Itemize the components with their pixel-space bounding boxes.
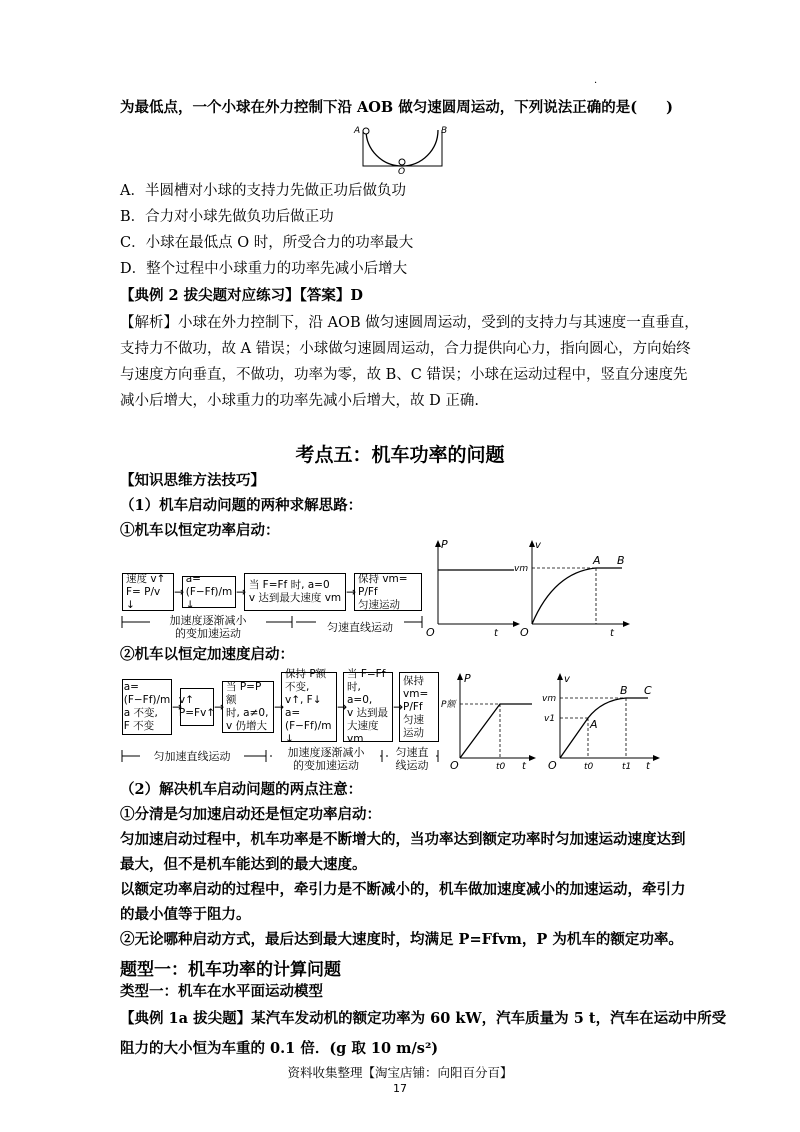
graph1-v-t xyxy=(514,538,634,638)
ball-o xyxy=(399,159,405,165)
flow2-span-3: 匀速直 线运动 xyxy=(388,746,436,772)
graph2-p-ylabel: P xyxy=(464,672,471,685)
note1-title: ①分清是匀加速启动还是恒定功率启动： xyxy=(120,806,381,823)
graph2-v-ylabel: v xyxy=(564,674,570,685)
page-number: 17 xyxy=(393,1082,407,1095)
graph1-p-t xyxy=(424,538,524,638)
graph2-v-t xyxy=(540,670,666,772)
graph2-v-t1: t1 xyxy=(622,762,632,772)
note1-line-3: 以额定功率启动的过程中，牵引力是不断减小的，机车做加速度减小的加速运动，牵引力 xyxy=(120,881,686,898)
graph2-v-point-a: A xyxy=(590,718,598,731)
sub1-title: （1）机车启动问题的两种求解思路： xyxy=(120,497,363,514)
analysis-line-2: 支持力不做功，故 A 错误；小球做匀速圆周运动，合力提供向心力，指向圆心，方向始终 xyxy=(120,341,691,357)
graph2-p-t0: t0 xyxy=(496,762,506,772)
section-title: 考点五：机车功率的问题 xyxy=(295,444,505,466)
graph2-v-xlabel: t xyxy=(646,761,650,772)
semicircle-figure xyxy=(352,122,452,174)
flow1-arrow-2: → xyxy=(236,585,247,599)
graph1-v-origin: O xyxy=(520,626,529,638)
graph2-p-origin: O xyxy=(450,759,459,772)
question-intro: 为最低点，一个小球在外力控制下沿 AOB 做匀速圆周运动，下列说法正确的是( ) xyxy=(120,99,673,116)
decorative-dot: · xyxy=(594,78,598,89)
graph2-p-t xyxy=(440,670,540,772)
sub2-title: （2）解决机车启动问题的两点注意： xyxy=(120,781,363,798)
flow2-arrow-5: → xyxy=(393,700,404,714)
footer-text: 资料收集整理【淘宝店铺：向阳百分百】 xyxy=(287,1065,513,1080)
flow2-arrow-2: → xyxy=(214,700,225,714)
flow2-box-1: a= (F−Ff)/m a 不变, F 不变 xyxy=(122,679,172,735)
label-o: O xyxy=(398,167,406,174)
flow1-arrow-3: → xyxy=(346,585,357,599)
graph1-v-point-b: B xyxy=(617,554,625,567)
graph1-v-vm: vm xyxy=(514,564,529,574)
analysis-line-3: 与速度方向垂直，不做功，功率为零，故 B、C 错误；小球在运动过程中，竖直分速度先 xyxy=(120,367,688,383)
ball-a xyxy=(363,128,369,134)
flow2-box-5: 当 F=Ff 时, a=0, v 达到最 大速度 vm xyxy=(343,672,393,742)
type1-title: 类型一：机车在水平面运动模型 xyxy=(120,983,323,1000)
option-c: C．小球在最低点 O 时，所受合力的功率最大 xyxy=(120,235,414,251)
graph2-v-v1: v1 xyxy=(544,714,556,724)
topic1-title: 题型一：机车功率的计算问题 xyxy=(120,960,341,980)
graph2-v-point-c: C xyxy=(644,684,652,697)
flow2-span-2: 加速度逐渐减小 的变加速运动 xyxy=(272,746,380,772)
answer-line: 【典例 2 拔尖题对应练习】【答案】D xyxy=(120,287,364,304)
graph1-p-ylabel: P xyxy=(441,538,448,551)
flow2-box-3: 当 P=P额 时, a≠0, v 仍增大 xyxy=(222,681,274,733)
analysis-line-1: 【解析】小球在外力控制下，沿 AOB 做匀速圆周运动，受到的支持力与其速度一直垂直， xyxy=(120,315,699,331)
graph1-p-origin: O xyxy=(426,626,435,638)
note1-line-4: 的最小值等于阻力。 xyxy=(120,906,251,923)
option-a: A．半圆槽对小球的支持力先做正功后做负功 xyxy=(120,183,406,199)
case1-title: ①机车以恒定功率启动： xyxy=(120,522,280,539)
flow1-box-3: 当 F=Ff 时, a=0 v 达到最大速度 vm xyxy=(244,573,346,611)
option-d: D．整个过程中小球重力的功率先减小后增大 xyxy=(120,261,408,277)
flow2-box-2: v↑ P=Fv↑ xyxy=(180,688,214,726)
flow2-box-4: 保持 P额 不变, v↑, F↓ a= (F−Ff)/m ↓ xyxy=(281,672,337,742)
flow1-span-1: 加速度逐渐减小 的变加速运动 xyxy=(150,614,266,640)
flow1-box-2: a= (F−Ff)/m ↓ xyxy=(182,576,236,608)
flow2-arrow-4: → xyxy=(337,700,348,714)
knowledge-title: 【知识思维方法技巧】 xyxy=(120,472,265,489)
graph2-v-t0: t0 xyxy=(584,762,594,772)
flow2-span-1: 匀加速直线运动 xyxy=(140,750,244,763)
flow1-arrow-1: → xyxy=(174,585,185,599)
graph2-v-vm: vm xyxy=(542,694,557,704)
flow2-arrow-1: → xyxy=(172,700,183,714)
flow1-box-1: 速度 v↑ F= P/v ↓ xyxy=(122,573,174,611)
flow2-arrow-3: → xyxy=(274,700,285,714)
graph2-p-xlabel: t xyxy=(522,761,526,772)
flow1-span-2: 匀速直线运动 xyxy=(316,621,404,634)
graph2-v-point-b: B xyxy=(620,684,628,697)
note1-line-2: 最大，但不是机车能达到的最大速度。 xyxy=(120,856,367,873)
label-b: B xyxy=(441,126,448,136)
graph1-v-xlabel: t xyxy=(610,628,614,638)
analysis-line-4: 减小后增大，小球重力的功率先减小后增大，故 D 正确. xyxy=(120,393,479,409)
graph1-p-xlabel: t xyxy=(494,628,498,638)
example-line-1: 【典例 1a 拔尖题】某汽车发动机的额定功率为 60 kW，汽车质量为 5 t，汽车在运动中所受 xyxy=(120,1010,727,1027)
example-line-2: 阻力的大小恒为车重的 0.1 倍．(g 取 10 m/s²) xyxy=(120,1040,439,1057)
graph1-v-point-a: A xyxy=(593,554,601,567)
note1-line-1: 匀加速启动过程中，机车功率是不断增大的，当功率达到额定功率时匀加速运动速度达到 xyxy=(120,831,686,848)
note2-line: ②无论哪种启动方式，最后达到最大速度时，均满足 P=Ffvm，P 为机车的额定功率。 xyxy=(120,931,683,948)
flow1-box-4: 保持 vm= P/Ff 匀速运动 xyxy=(354,573,422,611)
option-b: B．合力对小球先做负功后做正功 xyxy=(120,209,334,225)
case2-title: ②机车以恒定加速度启动： xyxy=(120,646,294,663)
flow2-box-6: 保持 vm= P/Ff 匀速 运动 xyxy=(399,672,439,742)
label-a: A xyxy=(354,126,361,136)
graph1-v-ylabel: v xyxy=(535,540,541,551)
graph2-v-origin: O xyxy=(548,759,557,772)
graph2-p-label: P额 xyxy=(441,700,456,710)
